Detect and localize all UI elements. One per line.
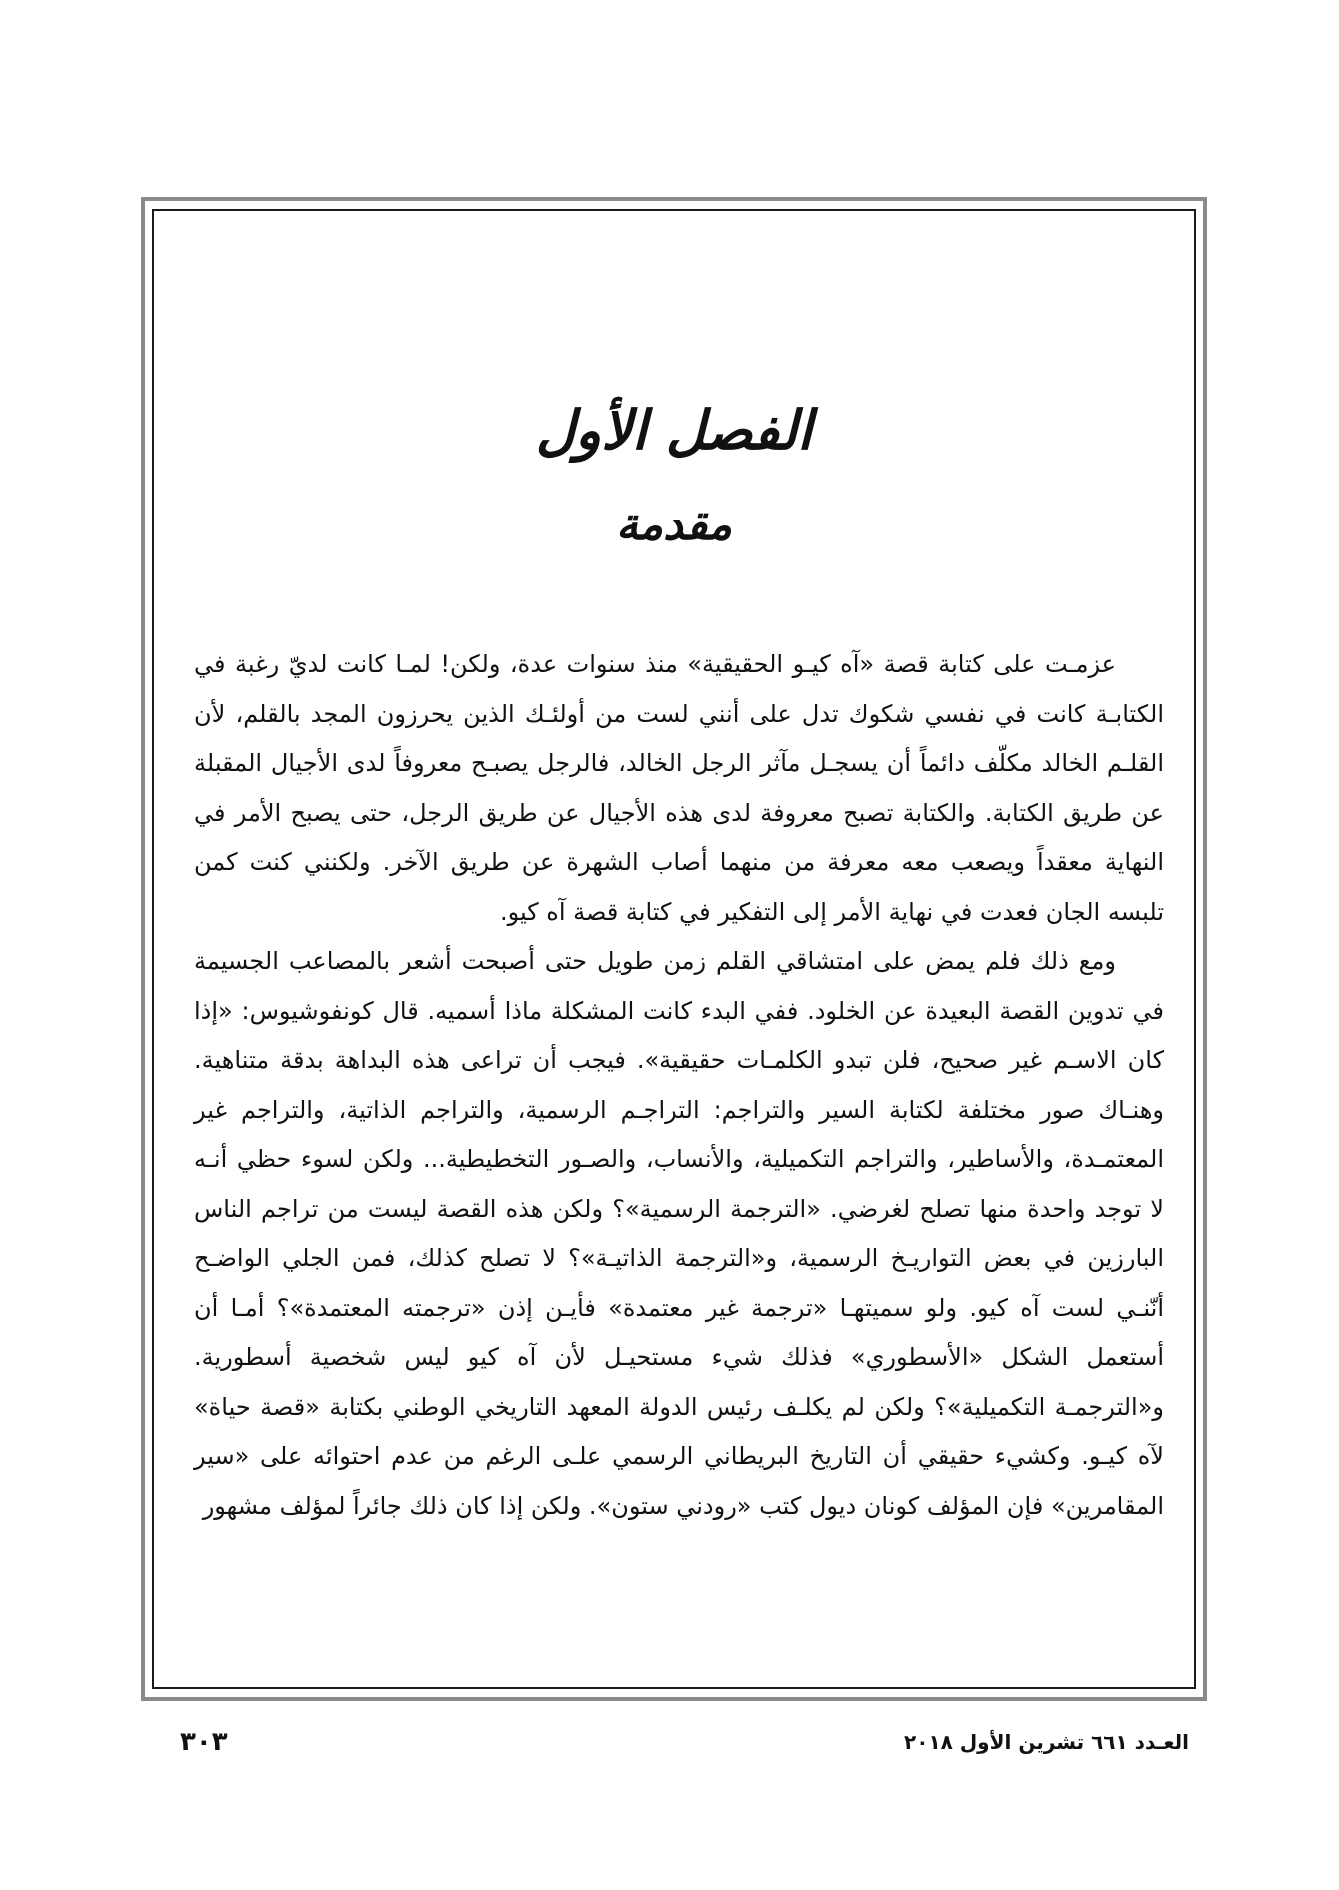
chapter-title: الفصل الأول xyxy=(535,398,813,462)
body-text xyxy=(194,640,1164,1531)
paragraph-2: ومع ذلك فلم يمض على امتشاقي القلم زمن طويل حتى أصبحت أشعر بالمصاعب الجسيمة في تدوين القصة البعيدة عن الخلود. ففي البدء كانت المشكلة ماذا أسميه. قال كونفوشيوس: «إذا كان الاسـم غير صحيح، فلن تبدو الكلمـات حقيقية». فيجب أن تراعى هذه البداهة بدقة متناهية. وهنـاك صور مختلفة لكتابة السير والتراجم: التراجـم الرسمية، والتراجم الذاتية، والتراجم غير المعتمـدة، والأساطير، والتراجم التكميلية، والأنساب، والصـور التخطيطية... ولكن لسوء حظي أنـه لا توجد واحدة منها تصلح لغرضي. «الترجمة الرسمية»؟ ولكن هذه القصة ليست من تراجم الناس البارزين في بعض التواريـخ الرسمية، و«الترجمة الذاتيـة»؟ لا تصلح كذلك، فمن الجلي الواضـح أنّنـي لست آه كيو. ولو سميتهـا «ترجمة غير معتمدة» فأيـن إذن «ترجمته المعتمدة»؟ أمـا أن أستعمل الشكل «الأسطوري» فذلك شيء مستحيـل لأن آه كيو ليس شخصية أسطورية. و«الترجمـة التكميلية»؟ ولكن لم يكلـف رئيس الدولة المعهد التاريخي الوطني بكتابة «قصة حياة» لآه كيـو. وكشيء حقيقي أن التاريخ البريطاني الرسمي علـى الرغم من عدم احتوائه على «سير المقامرين» فإن المؤلف كونان ديول كتب «رودني ستون». ولكن إذا كان ذلك جائراً لمؤلف مشهور xyxy=(194,947,1164,1520)
page-number: ٣٠٣ xyxy=(180,1727,228,1757)
section-title: مقدمة xyxy=(615,499,733,550)
paragraph-1: عزمـت على كتابة قصة «آه كيـو الحقيقية» منذ سنوات عدة، ولكن! لمـا كانت لديّ رغبة في الكتابـة كانت في نفسي شكوك تدل على أنني لست من أولئـك الذين يحرزون المجد بالقلم، لأن القلـم الخالد مكلّف دائماً أن يسجـل مآثر الرجل الخالد، فالرجل يصبـح معروفاً لدى الأجيال المقبلة عن طريق الكتابة. والكتابة تصبح معروفة لدى هذه الأجيال عن طريق الرجل، حتى يصبح الأمر في النهاية معقداً ويصعب معه معرفة من منهما أصاب الشهرة عن طريق الآخر. ولكنني كنت كمن تلبسه الجان فعدت في نهاية الأمر إلى التفكير في كتابة قصة آه كيو. xyxy=(194,650,1164,926)
footer-issue-label: العـدد ٦٦١ تشرين الأول ٢٠١٨ xyxy=(904,1730,1189,1754)
